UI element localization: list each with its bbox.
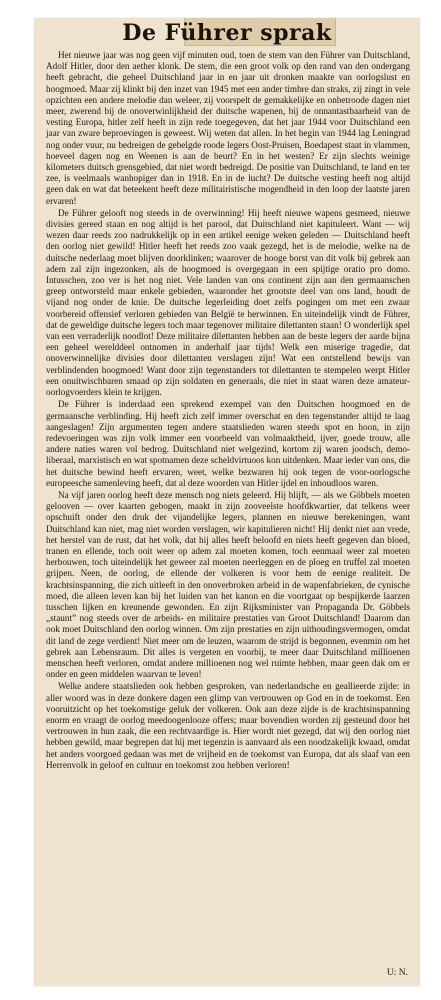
article-body <box>46 50 410 772</box>
paragraph-4: Na vijf jaren oorlog heeft deze mensch nog niets geleerd. Hij blijft, — als we Göbbels moeten gelooven — over kaarten gebogen, maakt in zijn zooveelste hoofdkwartier, dat telkens weer opschuift onder den druk der vijandelijke legers, plannen en nieuwe berekeningen, want Duitschland kan niet, mag niet worden verslagen, wir kapitulieren nicht! Hij denkt niet aan vrede, het herstel van de rust, dat het volk, dat hij alles heeft beloofd en niets heeft gegeven dan bloed, tranen en ellende, toch ooit weer op adem zal moeten komen, toch eenmaal weer zal moeten herbouwen, toch uiteindelijk het geweer zal moeten neerleggen en de ploeg en truffel zal moeten grijpen. Neen, de oorlog, de ellende der volkeren is voor hem de eenige realiteit. De krachtsinspanning, die zich uitleeft in den onoverbroken arbeid in de wapenfabrieken, de cynische moed, die alleen leven kan bij het luiden van het kanon en die voortgaat op bespijkerde laarzen tusschen lijken en kreunende gewonden. En zijn Rijksminister van Propaganda Dr. Göbbels „staunt” nog steeds over de arbeids- en militaire prestaties van Groot Duitschland! Daarom dan ook moet Duitschland den oorlog winnen. Om zijn prestaties en zijn uithoudingsvermogen, omdat dit land de zege verdient! Niet meer om de leuzen, waarom de strijd is begonnen, evenmin om het gebrek aan Lebensraum. Dit alles is vergeten en voorbij, te meer daar Duitschland millioenen menschen heeft verloren, omdat andere millioenen nog wel ruimte hebben, maar geen dak om er onder en geen middelen waarvan te leven! <box>46 489 410 680</box>
newspaper-clipping <box>34 18 420 986</box>
paragraph-5: Welke andere staatslieden ook hebben gesproken, van nederlandsche en geallieerde zijde: in aller woord was in deze donkere dagen een glimp van vertrouwen op God en in de toekomst. Een vooruitzicht op het toekomstige geluk der volkeren. Ook aan deze zijde is de krachtsinspanning enorm en vraagt de oorlog meedoogenlooze offers; maar bovendien worden zij gesteund door het vertrouwen in hun zaak, die een rechtvaardige is. Hier wordt niet gezegd, dat wij den oorlog niet hebben gewild, maar begrepen dat hij met tegenzin is aanvaard als een noodzakelijk kwaad, omdat het anders voorgoed gedaan was met de vrijheid en de toekomst van Europa, dat als slaaf van een Herrenvolk in geloof en cultuur en toekomst zou hebben verloren! <box>46 681 410 770</box>
paragraph-3: De Führer is inderdaad een sprekend exempel van den Duitschen hoogmoed en de germaansche verblinding. Hij heeft zich zelf immer overschat en den tegenstander altijd te laag aangeslagen! Zijn argumenten tegen andere staatslieden waren steeds spot en hoon, in zijn redevoeringen was zijn volk immer een voorbeeld van volmaaktheid, ijver, goede trouw, alle andere naties waren vol bedrog. Duitschland niet welgezind, kortom zij waren joodsch, demo-liberaal, marxistisch en wat spotnamen deze scheldvirtuoos kon uitdenken. Maar ieder van ons, die het duitsche bewind heeft ervaren, weet, welke bezwaren hij ook tegen de voor-oorlogsche europeesche samenleving heeft, dat al deze woorden van Hitler ijdel en inhoudloos waren. <box>46 399 410 488</box>
paragraph-2: De Führer gelooft nog steeds in de overwinning! Hij heeft nieuwe wapens gesmeed, nieuwe divisies gereed staan en nog altijd is het parool, dat Duitschland niet kapituleert. Want — wij wezen daar reeds zoo nadrukkelijk op in een artikel eenige weken geleden — Duitschland heeft den oorlog niet gewild! Hitler heeft het reeds zoo vaak gezegd, het is de melodie, welke na de duitsche nederlaag moet blijven doorklinken; waarover de hooge borst van dit volk bij gebrek aan adem zal zijn ingezonken, als de hoogmoed is overgegaan in een spijtige oratio pro domo. Intusschen, zoo ver is het nog niet. Vele landen van ons continent zijn aan den germaanschen greep ontworsteld maar enkele gebieden, waaronder het grootste deel van ons land, houdt de vijand nog onder de knie. De duitsche legerleiding doet zelfs pogingen om met een zwaar voorbereid offensief verloren gebieden van België te herwinnen. En uiteindelijk vindt de Führer, dat de geweldige duitsche legers toch maar tegenover militaire dilettanten staan! O wonderlijk spel van een verraderlijk noodlot! Deze militaire dilettanten hebben aan de beste legers der aarde bijna een geheel werelddeel ontnomen in anderhalf jaar tijds! Welk een miserige tragedie, dat onoverwinnelijke divisies door dilettanten verslagen zijn! Wat een ontstellend bewijs van verblindenden hoogmoed! Want door zijn tegenstanders tot dilettanten te stempelen werpt Hitler een onuitwischbaren smaad op zijn soldaten en generaals, die niet in staat waren deze amateur-oorlogvoerders klein te krijgen. <box>46 207 410 398</box>
paragraph-1: Het nieuwe jaar was nog geen vijf minuten oud, toen de stem van den Führer van Duitschland, Adolf Hitler, door den aether klonk. De stem, die een groot volk op den rand van den ondergang heeft gebracht, die geheel Duitschland jaar in en jaar uit dronken maakte van oorlogslust en hoogmoed. Maar zij klinkt bij den inzet van 1945 met een ander timbre dan straks, zij zingt in vele opzichten een andere melodie dan weleer, zij voorspelt de gemakkelijke en onbetroode dagen niet meer, zwerend bij de onoverwinlijkheid der duitsche wapenen, bij de onnantastbaarheid van de vesting Europa, hitler zelf heeft in zijn rede toegegeven, dat het jaar 1944 voor Duitschland een jaar van zware beproevingen is geweest. Wij weten dat allen. In het begin van 1944 lag Leningrad nog onder vuur, nu bedreigen de gebelgde roode legers Oost-Pruisen, Boedapest staat in vlammen, hoeveel dagen nog en Weenen is aan de beurt? En in het westen? Er zijn slechts weinige kilometers duitsch grensgebied, dat niet wordt bedreigd. De positie van Duitschland, te land en ter zee, is veelmaals wanhopiger dan in 1918. En in de lucht? De duitsche vesting heeft nog altijd geen dak en wat dat beteekent heeft deze militairistische mogendheid in den loop der laatste jaren ervaren! <box>46 50 410 206</box>
headline: De Führer sprak <box>122 20 332 46</box>
author-initials: U: N. <box>386 968 408 978</box>
